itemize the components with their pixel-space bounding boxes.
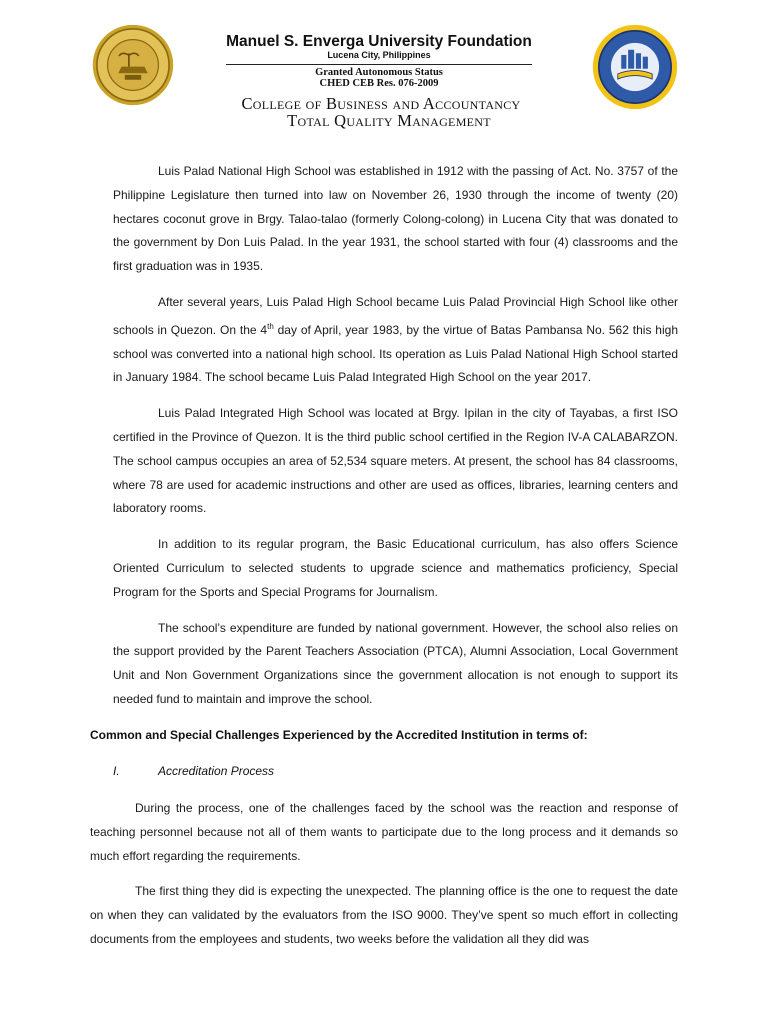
list-item-heading [113,764,363,778]
letterhead [226,34,532,89]
paragraph: Luis Palad Integrated High School was located at Brgy. Ipilan in the city of Tayabas, a first ISO certified in the Province of Quezon. It is the third public school certified in the Region IV-A CALABARZON. The school campus occupies an area of 52,534 square meters. At present, the school has 84 classrooms, where 78 are used for academic instructions and other are used as offices, libraries, learning centers and laboratory rooms. [113,406,678,516]
section-heading: Common and Special Challenges Experienced by the Accredited Institution in terms of: [90,728,588,742]
paragraph: Luis Palad National High School was established in 1912 with the passing of Act. No. 3757 of the Philippine Legislature then turned into law on November 26, 1930 through the income of twenty (20) hectares coconut grove in Brgy. Talao-talao (formerly Colong-colong) in Lucena City that was donated to the government by Don Luis Palad. In the year 1931, the school started with four (4) classrooms and the first graduation was in 1935. [113,164,678,274]
paragraph: The first thing they did is expecting the unexpected. The planning office is the one to request the date on when they can validated by the evaluators from the ISO 9000. They’ve spent so much effort in collecting documents from the employees and students, two weeks before the validation all they did was [90,884,678,946]
ched-resolution: CHED CEB Res. 076-2009 [319,78,439,89]
college-name: College of Business and Accountancy [241,94,521,113]
university-city: Lucena City, Philippines [327,50,431,60]
autonomous-status: Granted Autonomous Status [315,67,443,78]
paragraph: During the process, one of the challenges faced by the school was the reaction and response of teaching personnel because not all of them wants to participate due to the long process and it demands so much effort regarding the requirements. [90,801,678,863]
course-title: Total Quality Management [287,111,491,130]
process-section [90,797,678,964]
item-title: Accreditation Process [158,764,275,778]
paragraph: The school’s expenditure are funded by national government. However, the school also relies on the support provided by the Parent Teachers Association (PTCA), Alumni Association, Local Government Unit and Non Government Organizations since the government allocation is not enough to support its needed fund to maintain and improve the school. [113,620,678,706]
item-number: I. [113,764,120,778]
paragraph: In addition to its regular program, the Basic Educational curriculum, has also offers Science Oriented Curriculum to selected students to upgrade science and mathematics proficiency, Special Program for the Sports and Special Programs for Journalism. [113,537,678,599]
header-rule [226,64,532,65]
university-name: Manuel S. Enverga University Foundation [226,33,532,50]
paragraph: After several years, Luis Palad High School became Luis Palad Provincial High School like other schools in Quezon. On the 4th day of April, year 1983, by the virtue of Batas Pambansa No. 562 this high school was converted into a national high school. Its operation as Luis Palad National High School started in January 1984. The school became Luis Palad Integrated High School on the year 2017. [113,294,678,385]
document-body [113,160,678,724]
